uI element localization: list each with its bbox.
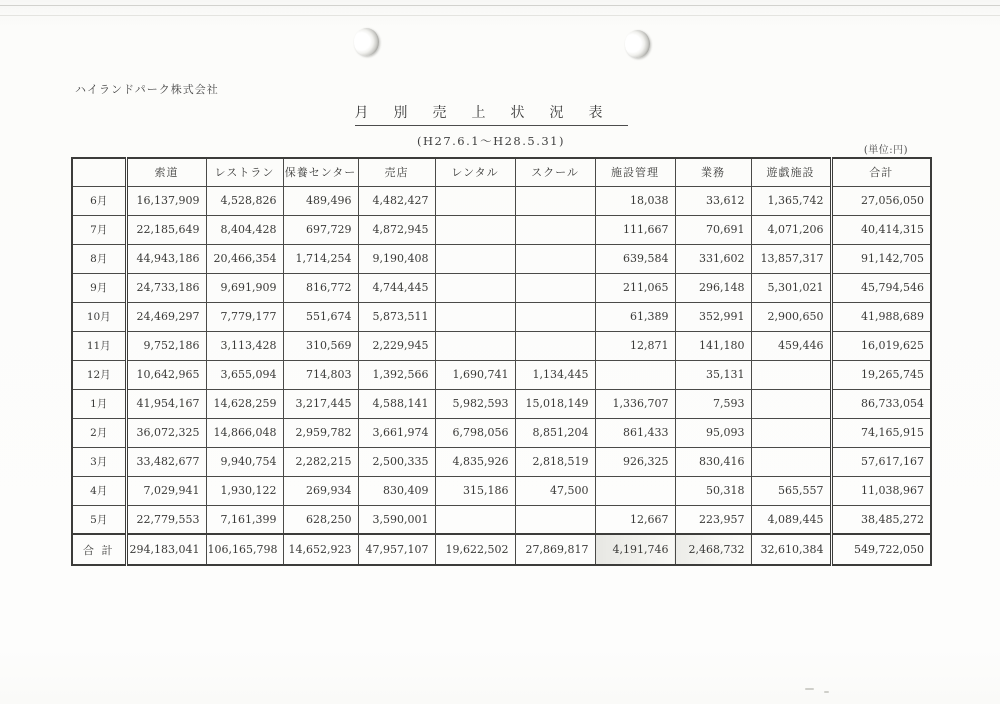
cell-value: 459,446	[751, 331, 831, 360]
cell-value: 2,959,782	[283, 418, 358, 447]
cell-value: 3,217,445	[283, 389, 358, 418]
cell-value	[435, 331, 515, 360]
cell-value: 4,744,445	[358, 273, 435, 302]
table-row	[72, 447, 931, 476]
punch-hole-shadow-right	[625, 30, 650, 58]
cell-value: 61,389	[595, 302, 675, 331]
cell-value: 33,612	[675, 186, 751, 215]
cell-value: 24,733,186	[126, 273, 206, 302]
cell-value: 1,392,566	[358, 360, 435, 389]
cell-value	[515, 505, 595, 534]
column-header: 合計	[831, 158, 931, 186]
cell-value: 4,528,826	[206, 186, 283, 215]
cell-value: 36,072,325	[126, 418, 206, 447]
cell-value: 4,872,945	[358, 215, 435, 244]
table-header	[72, 158, 931, 186]
cell-value: 9,190,408	[358, 244, 435, 273]
total-cell-value: 32,610,384	[751, 534, 831, 565]
cell-value: 2,282,215	[283, 447, 358, 476]
cell-value: 5,301,021	[751, 273, 831, 302]
cell-value	[435, 505, 515, 534]
cell-value: 551,674	[283, 302, 358, 331]
cell-value: 7,029,941	[126, 476, 206, 505]
cell-value: 86,733,054	[831, 389, 931, 418]
table-row	[72, 186, 931, 215]
cell-value: 24,469,297	[126, 302, 206, 331]
cell-value: 3,113,428	[206, 331, 283, 360]
cell-value: 1,690,741	[435, 360, 515, 389]
cell-value: 4,588,141	[358, 389, 435, 418]
cell-value: 4,089,445	[751, 505, 831, 534]
cell-value	[751, 447, 831, 476]
total-row	[72, 534, 931, 565]
cell-value: 9,752,186	[126, 331, 206, 360]
cell-value	[435, 215, 515, 244]
cell-value: 16,137,909	[126, 186, 206, 215]
cell-value: 12,667	[595, 505, 675, 534]
cell-value	[595, 476, 675, 505]
cell-value	[515, 273, 595, 302]
cell-value: 830,416	[675, 447, 751, 476]
cell-value: 861,433	[595, 418, 675, 447]
cell-value: 13,857,317	[751, 244, 831, 273]
cell-value: 296,148	[675, 273, 751, 302]
cell-value	[515, 331, 595, 360]
cell-value: 35,131	[675, 360, 751, 389]
cell-value	[435, 244, 515, 273]
column-header: 業務	[675, 158, 751, 186]
row-month-label: 4月	[72, 476, 126, 505]
cell-value	[515, 302, 595, 331]
cell-value: 91,142,705	[831, 244, 931, 273]
table-row	[72, 331, 931, 360]
total-cell-value: 14,652,923	[283, 534, 358, 565]
cell-value: 70,691	[675, 215, 751, 244]
cell-value: 45,794,546	[831, 273, 931, 302]
column-header: 遊戯施設	[751, 158, 831, 186]
cell-value: 223,957	[675, 505, 751, 534]
total-row-label: 合 計	[72, 534, 126, 565]
column-header: レンタル	[435, 158, 515, 186]
column-header: レストラン	[206, 158, 283, 186]
cell-value: 3,661,974	[358, 418, 435, 447]
cell-value: 40,414,315	[831, 215, 931, 244]
cell-value: 141,180	[675, 331, 751, 360]
cell-value: 11,038,967	[831, 476, 931, 505]
cell-value: 50,318	[675, 476, 751, 505]
cell-value: 8,851,204	[515, 418, 595, 447]
cell-value: 3,590,001	[358, 505, 435, 534]
cell-value: 310,569	[283, 331, 358, 360]
cell-value: 7,779,177	[206, 302, 283, 331]
total-cell-value: 294,183,041	[126, 534, 206, 565]
company-name: ハイランドパーク株式会社	[75, 83, 219, 96]
cell-value: 1,365,742	[751, 186, 831, 215]
table-row	[72, 389, 931, 418]
cell-value: 16,019,625	[831, 331, 931, 360]
cell-value: 27,056,050	[831, 186, 931, 215]
cell-value: 2,900,650	[751, 302, 831, 331]
table-row	[72, 302, 931, 331]
cell-value: 352,991	[675, 302, 751, 331]
scan-speck	[805, 688, 814, 690]
total-cell-value: 549,722,050	[831, 534, 931, 565]
total-cell-value: 19,622,502	[435, 534, 515, 565]
table-row	[72, 215, 931, 244]
cell-value	[435, 302, 515, 331]
table-row	[72, 476, 931, 505]
cell-value: 44,943,186	[126, 244, 206, 273]
cell-value: 10,642,965	[126, 360, 206, 389]
cell-value: 5,873,511	[358, 302, 435, 331]
unit-label: (単位:円)	[863, 145, 908, 156]
cell-value: 269,934	[283, 476, 358, 505]
cell-value: 33,482,677	[126, 447, 206, 476]
cell-value: 15,018,149	[515, 389, 595, 418]
cell-value: 639,584	[595, 244, 675, 273]
column-header: 保養センター	[283, 158, 358, 186]
row-month-label: 12月	[72, 360, 126, 389]
cell-value: 47,500	[515, 476, 595, 505]
column-header: 売店	[358, 158, 435, 186]
cell-value: 12,871	[595, 331, 675, 360]
cell-value	[435, 273, 515, 302]
row-month-label: 6月	[72, 186, 126, 215]
cell-value: 2,229,945	[358, 331, 435, 360]
scan-artifact-line	[0, 15, 1000, 16]
row-month-label: 3月	[72, 447, 126, 476]
cell-value: 714,803	[283, 360, 358, 389]
document-title-wrap	[341, 102, 641, 126]
row-month-label: 1月	[72, 389, 126, 418]
cell-value: 9,691,909	[206, 273, 283, 302]
cell-value: 38,485,272	[831, 505, 931, 534]
cell-value: 816,772	[283, 273, 358, 302]
table-row	[72, 360, 931, 389]
cell-value: 9,940,754	[206, 447, 283, 476]
monthly-sales-table	[71, 157, 932, 566]
cell-value: 41,954,167	[126, 389, 206, 418]
cell-value: 5,982,593	[435, 389, 515, 418]
cell-value: 41,988,689	[831, 302, 931, 331]
cell-value: 926,325	[595, 447, 675, 476]
row-month-label: 11月	[72, 331, 126, 360]
table-row	[72, 273, 931, 302]
scan-speck	[824, 691, 829, 693]
cell-value	[751, 389, 831, 418]
cell-value: 22,185,649	[126, 215, 206, 244]
fiscal-period: (H27.6.1～H28.5.31)	[416, 134, 565, 148]
total-cell-value: 2,468,732	[675, 534, 751, 565]
row-month-label: 10月	[72, 302, 126, 331]
table-row	[72, 244, 931, 273]
total-cell-value: 106,165,798	[206, 534, 283, 565]
cell-value	[751, 418, 831, 447]
table-row	[72, 418, 931, 447]
cell-value: 111,667	[595, 215, 675, 244]
cell-value: 20,466,354	[206, 244, 283, 273]
total-cell-value: 47,957,107	[358, 534, 435, 565]
cell-value: 14,628,259	[206, 389, 283, 418]
cell-value	[751, 360, 831, 389]
cell-value: 489,496	[283, 186, 358, 215]
table-body	[72, 186, 931, 565]
cell-value	[515, 244, 595, 273]
row-month-label: 7月	[72, 215, 126, 244]
cell-value: 1,134,445	[515, 360, 595, 389]
cell-value: 628,250	[283, 505, 358, 534]
cell-value: 74,165,915	[831, 418, 931, 447]
row-month-label: 5月	[72, 505, 126, 534]
row-month-label: 9月	[72, 273, 126, 302]
cell-value: 4,835,926	[435, 447, 515, 476]
cell-value: 2,818,519	[515, 447, 595, 476]
cell-value	[515, 215, 595, 244]
cell-value	[515, 186, 595, 215]
cell-value: 3,655,094	[206, 360, 283, 389]
month-column-header	[72, 158, 126, 186]
row-month-label: 8月	[72, 244, 126, 273]
cell-value: 331,602	[675, 244, 751, 273]
row-month-label: 2月	[72, 418, 126, 447]
cell-value: 1,336,707	[595, 389, 675, 418]
cell-value: 8,404,428	[206, 215, 283, 244]
cell-value: 19,265,745	[831, 360, 931, 389]
column-header: 施設管理	[595, 158, 675, 186]
cell-value	[595, 360, 675, 389]
cell-value: 565,557	[751, 476, 831, 505]
cell-value: 7,593	[675, 389, 751, 418]
cell-value: 4,071,206	[751, 215, 831, 244]
punch-hole-shadow-left	[354, 28, 379, 56]
cell-value: 830,409	[358, 476, 435, 505]
cell-value: 211,065	[595, 273, 675, 302]
document-title: 月別売上状況表	[355, 102, 628, 126]
cell-value: 4,482,427	[358, 186, 435, 215]
cell-value: 2,500,335	[358, 447, 435, 476]
total-cell-value: 27,869,817	[515, 534, 595, 565]
cell-value: 57,617,167	[831, 447, 931, 476]
cell-value: 6,798,056	[435, 418, 515, 447]
table-row	[72, 505, 931, 534]
scan-artifact-line	[0, 5, 1000, 6]
cell-value: 18,038	[595, 186, 675, 215]
cell-value: 1,714,254	[283, 244, 358, 273]
cell-value: 1,930,122	[206, 476, 283, 505]
cell-value	[435, 186, 515, 215]
cell-value: 22,779,553	[126, 505, 206, 534]
column-header: スクール	[515, 158, 595, 186]
cell-value: 95,093	[675, 418, 751, 447]
cell-value: 315,186	[435, 476, 515, 505]
column-header: 索道	[126, 158, 206, 186]
total-cell-value: 4,191,746	[595, 534, 675, 565]
cell-value: 14,866,048	[206, 418, 283, 447]
cell-value: 697,729	[283, 215, 358, 244]
cell-value: 7,161,399	[206, 505, 283, 534]
